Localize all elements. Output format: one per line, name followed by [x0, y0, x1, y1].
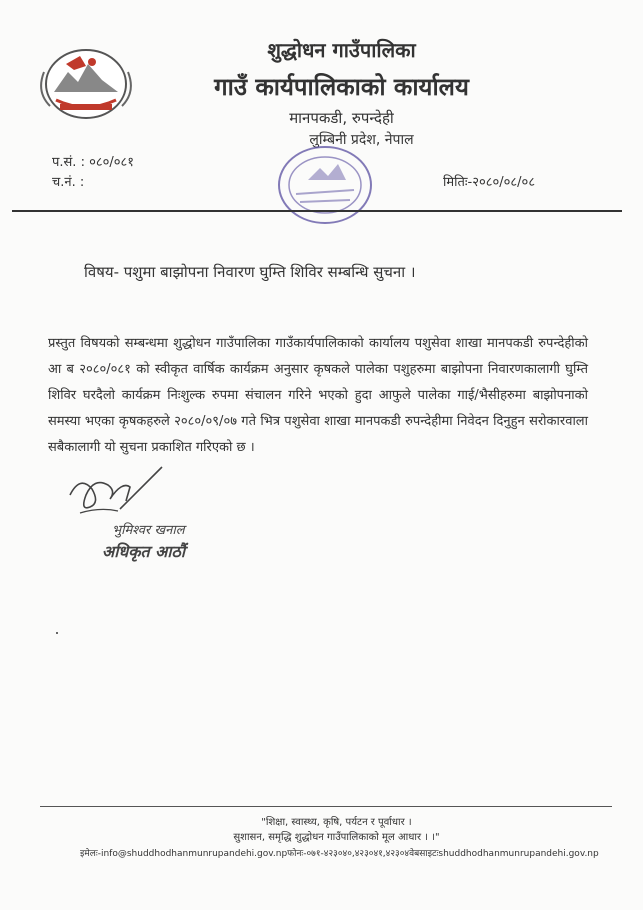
footer-motto-1: "शिक्षा, स्वास्थ्य, कृषि, पर्यटन र पूर्वाधार । [261, 817, 412, 828]
footer-contact: इमेलः-info@shuddhodhanmunrupandehi.gov.npफोनः-०७१-४२३०४०,४२३०४१,४२३०४वेबसाइटःshuddhodhanmunrupandehi.gov.np [80, 849, 599, 859]
notice-body: प्रस्तुत विषयको सम्बन्धमा शुद्धोधन गाउँपालिका गाउँकार्यपालिकाको कार्यालय पशुसेवा शाखा मानपकडी रुपन्देहीको आ ब २०८०/०८१ को स्वीकृत वार्षिक कार्यक्रम अनुसार कृषकले पालेका पशुहरुमा बाझोपना निवारणकालागी घुम्ति शिविर घरदैलो कार्यक्रम निःशुल्क रुपमा संचालन गरिने भएको हुदा आफुले पालेका गाई/भैसीहरुमा बाझोपनाको समस्या भएका कृषकहरुले २०८०/०९/०७ गते भित्र पशुसेवा शाखा मानपकडी रुपन्देहीमा निवेदन दिनुहुन सरोकारवाला सबैकालागी यो सुचना प्रकाशित गरिएको छ । [48, 336, 588, 455]
footer-divider [40, 806, 612, 807]
office-stamp-icon [270, 140, 380, 230]
office-name: गाउँ कार्यपालिकाको कार्यालय [214, 73, 469, 101]
footer-motto-2: सुशासन, समृद्धि शुद्धोधन गाउँपालिकाको मूल आधार । ।" [233, 832, 440, 843]
letter-date: मितिः-२०८०/०८/०८ [443, 175, 536, 190]
stray-mark [56, 632, 58, 634]
dispatch-number: च.नं. : [52, 175, 85, 190]
address-line-1: मानपकडी, रुपन्देही [289, 109, 394, 127]
letter-number: प.सं. : ०८०/०८१ [52, 155, 135, 170]
header-divider [12, 210, 622, 212]
org-name: शुद्धोधन गाउँपालिका [267, 38, 416, 62]
signer-post: अधिकृत आठौं [102, 542, 185, 561]
address-line-2: लुम्बिनी प्रदेश, नेपाल [309, 132, 414, 148]
signer-name: भुमिश्वर खनाल [112, 523, 185, 538]
subject-line: विषय- पशुमा बाझोपना निवारण घुम्ति शिविर सम्बन्धि सुचना । [84, 263, 416, 281]
